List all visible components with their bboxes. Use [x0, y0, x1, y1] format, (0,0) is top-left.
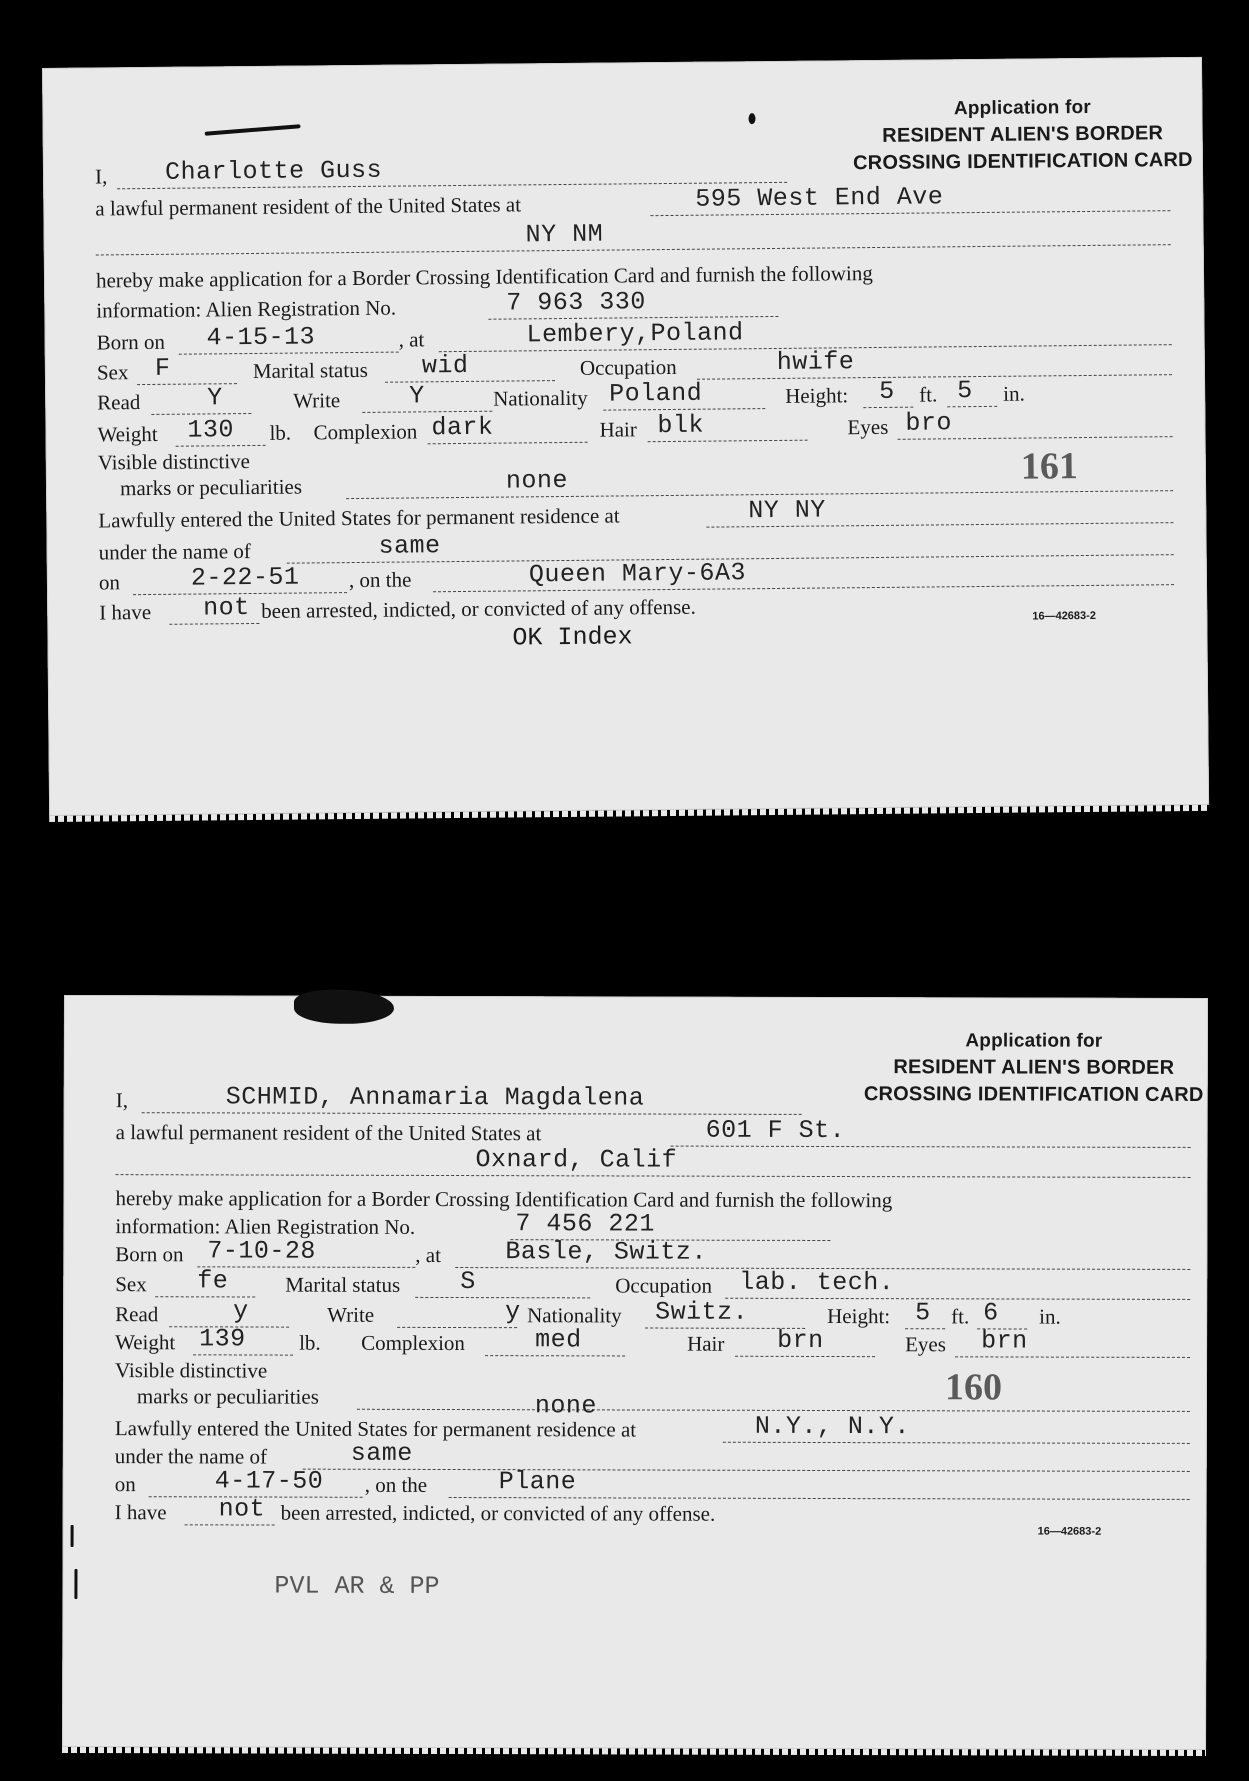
header-line-1: Application for — [965, 1030, 1103, 1052]
handwritten-note: PVL AR & PP — [274, 1571, 440, 1601]
label-hair: Hair — [599, 417, 637, 442]
label-ft: ft. — [951, 1304, 970, 1329]
field-have-not: not — [203, 593, 250, 623]
label-alien-no: information: Alien Registration No. — [96, 295, 397, 323]
label-entered: Lawfully entered the United States for permanent residence at — [98, 503, 620, 533]
row-address-2 — [116, 1145, 1178, 1182]
ink-mark — [71, 1525, 74, 1547]
form-code: 16—42683-2 — [1032, 609, 1096, 623]
label-at: , at — [415, 1242, 442, 1267]
field-entry-name: same — [350, 1438, 413, 1468]
field-birthplace: Basle, Switz. — [505, 1237, 707, 1267]
header-line-2: RESIDENT ALIEN'S BORDER — [882, 122, 1164, 147]
label-on: on — [114, 1472, 136, 1497]
field-vessel: Plane — [498, 1467, 577, 1497]
field-name: SCHMID, Annamaria Magdalena — [225, 1082, 645, 1113]
header-line-1: Application for — [953, 96, 1092, 120]
field-nationality: Switz. — [655, 1297, 749, 1327]
field-marks: none — [534, 1391, 597, 1421]
card-number-stamp: 160 — [944, 1366, 1003, 1409]
label-in: in. — [1003, 381, 1025, 406]
label-weight: Weight — [97, 421, 158, 447]
label-nationality: Nationality — [527, 1303, 622, 1328]
label-sex: Sex — [115, 1272, 147, 1297]
label-marks: marks or peculiarities — [136, 1384, 319, 1409]
field-sex: F — [154, 353, 171, 383]
label-nationality: Nationality — [493, 385, 588, 411]
label-visible: Visible distinctive — [114, 1358, 268, 1383]
application-card-2 — [62, 995, 1208, 1750]
label-hereby: hereby make application for a Border Crossing Identification Card and furnish the following — [115, 1186, 893, 1213]
label-hereby: hereby make application for a Border Crossing Identification Card and furnish the following — [95, 261, 873, 293]
field-marital: wid — [421, 350, 469, 381]
field-entry-date: 4-17-50 — [214, 1466, 324, 1496]
row-marks — [115, 1379, 1177, 1421]
label-marital: Marital status — [252, 357, 368, 383]
field-hair: blk — [657, 410, 705, 441]
fill-line — [415, 1267, 590, 1298]
label-under: under the name of — [114, 1444, 268, 1469]
row-name — [116, 1083, 1178, 1120]
field-height-in: 6 — [983, 1298, 999, 1328]
field-eyes: bro — [905, 408, 953, 438]
label-occupation: Occupation — [579, 354, 677, 380]
label-height: Height: — [785, 383, 849, 408]
field-have-not: not — [218, 1494, 266, 1524]
row-have — [115, 1495, 1177, 1532]
label-in: in. — [1039, 1304, 1061, 1329]
field-read: Y — [207, 383, 223, 413]
field-complexion: med — [535, 1325, 582, 1355]
application-card-1 — [42, 57, 1209, 816]
label-read: Read — [115, 1302, 159, 1327]
label-have: I have — [114, 1500, 167, 1525]
header-line-2: RESIDENT ALIEN'S BORDER — [893, 1056, 1175, 1079]
field-eyes: brn — [981, 1326, 1028, 1356]
field-born: 4-15-13 — [206, 322, 316, 353]
field-weight: 130 — [187, 415, 235, 445]
field-address-line1: 601 F St. — [705, 1115, 846, 1146]
fill-line — [385, 350, 555, 383]
label-occupation: Occupation — [615, 1273, 713, 1298]
label-entered: Lawfully entered the United States for permanent residence at — [114, 1416, 637, 1442]
header-line-3: CROSSING IDENTIFICATION CARD — [863, 1083, 1204, 1106]
perforated-edge — [62, 1747, 1206, 1756]
fill-line — [357, 1379, 1190, 1412]
field-entry-place: N.Y., N.Y. — [754, 1411, 910, 1442]
field-weight: 139 — [199, 1324, 246, 1354]
label-write: Write — [327, 1302, 375, 1327]
label-alien-no: information: Alien Registration No. — [115, 1214, 416, 1239]
label-onthe: , on the — [348, 567, 412, 593]
field-vessel: Queen Mary-6A3 — [528, 558, 747, 590]
label-on: on — [98, 570, 121, 595]
perforated-edge — [49, 805, 1209, 822]
field-height-ft: 5 — [879, 376, 895, 406]
label-weight: Weight — [115, 1330, 176, 1355]
field-birthplace: Lembery,Poland — [526, 318, 744, 350]
field-alien-no: 7 963 330 — [506, 287, 646, 318]
label-complexion: Complexion — [313, 419, 418, 445]
label-lb: lb. — [299, 1330, 321, 1355]
label-i: I, — [115, 1088, 129, 1113]
label-born: Born on — [115, 1242, 184, 1267]
label-born: Born on — [96, 329, 165, 355]
field-entry-name: same — [378, 531, 441, 561]
field-occupation: hwife — [776, 347, 855, 377]
field-born: 7-10-28 — [207, 1236, 316, 1266]
label-arrested: been arrested, indicted, or convicted of any offense. — [261, 594, 696, 623]
label-height: Height: — [827, 1303, 891, 1329]
label-marital: Marital status — [285, 1272, 401, 1297]
label-write: Write — [293, 388, 341, 413]
field-address-line1: 595 West End Ave — [695, 182, 944, 214]
field-alien-no: 7 456 221 — [515, 1209, 655, 1239]
label-have: I have — [99, 599, 152, 625]
label-lawful: a lawful permanent resident of the United States at — [115, 1120, 542, 1146]
field-name: Charlotte Guss — [164, 155, 383, 187]
label-lb: lb. — [269, 420, 292, 445]
label-arrested: been arrested, indicted, or convicted of any offense. — [280, 1500, 716, 1526]
fill-line — [697, 344, 1172, 380]
fill-line — [397, 1297, 517, 1328]
ink-mark — [205, 124, 301, 136]
field-write: Y — [409, 381, 425, 411]
field-entry-date: 2-22-51 — [190, 562, 300, 593]
header-line-3: CROSSING IDENTIFICATION CARD — [853, 148, 1193, 175]
fill-line — [362, 381, 492, 413]
field-complexion: dark — [431, 412, 494, 443]
fill-line — [151, 383, 251, 415]
field-read: y — [233, 1296, 249, 1326]
label-visible: Visible distinctive — [97, 449, 251, 475]
ink-mark — [74, 1569, 77, 1599]
handwritten-note: OK Index — [512, 622, 633, 653]
field-height-ft: 5 — [915, 1298, 931, 1328]
field-nationality: Poland — [609, 378, 703, 409]
label-sex: Sex — [96, 360, 129, 385]
fill-line — [169, 1296, 289, 1327]
label-onthe: , on the — [364, 1472, 428, 1497]
field-entry-place: NY NY — [748, 495, 826, 526]
field-marital: S — [460, 1267, 476, 1297]
label-eyes: Eyes — [905, 1332, 946, 1357]
form-code: 16—42683-2 — [1037, 1525, 1102, 1538]
field-occupation: lab. tech. — [739, 1267, 895, 1298]
label-eyes: Eyes — [847, 414, 889, 440]
field-address-line2: NY NM — [525, 219, 604, 250]
field-address-line2: Oxnard, Calif — [475, 1145, 678, 1175]
card-number-stamp: 161 — [1020, 445, 1079, 488]
label-lawful: a lawful permanent resident of the United States at — [95, 192, 522, 221]
label-read: Read — [97, 390, 141, 415]
label-under: under the name of — [98, 539, 251, 565]
field-sex: fe — [197, 1266, 229, 1296]
label-ft: ft. — [919, 382, 938, 407]
field-write: y — [505, 1297, 521, 1327]
ink-speck — [748, 113, 755, 124]
label-hair: Hair — [687, 1331, 725, 1356]
label-at: , at — [398, 327, 425, 352]
label-complexion: Complexion — [361, 1330, 465, 1356]
ink-blot — [294, 990, 394, 1024]
fill-line — [137, 353, 237, 385]
field-hair: brn — [777, 1325, 824, 1355]
field-height-in: 5 — [957, 376, 973, 406]
label-i: I, — [94, 164, 108, 189]
field-marks: none — [505, 465, 569, 496]
label-marks: marks or peculiarities — [119, 474, 303, 501]
